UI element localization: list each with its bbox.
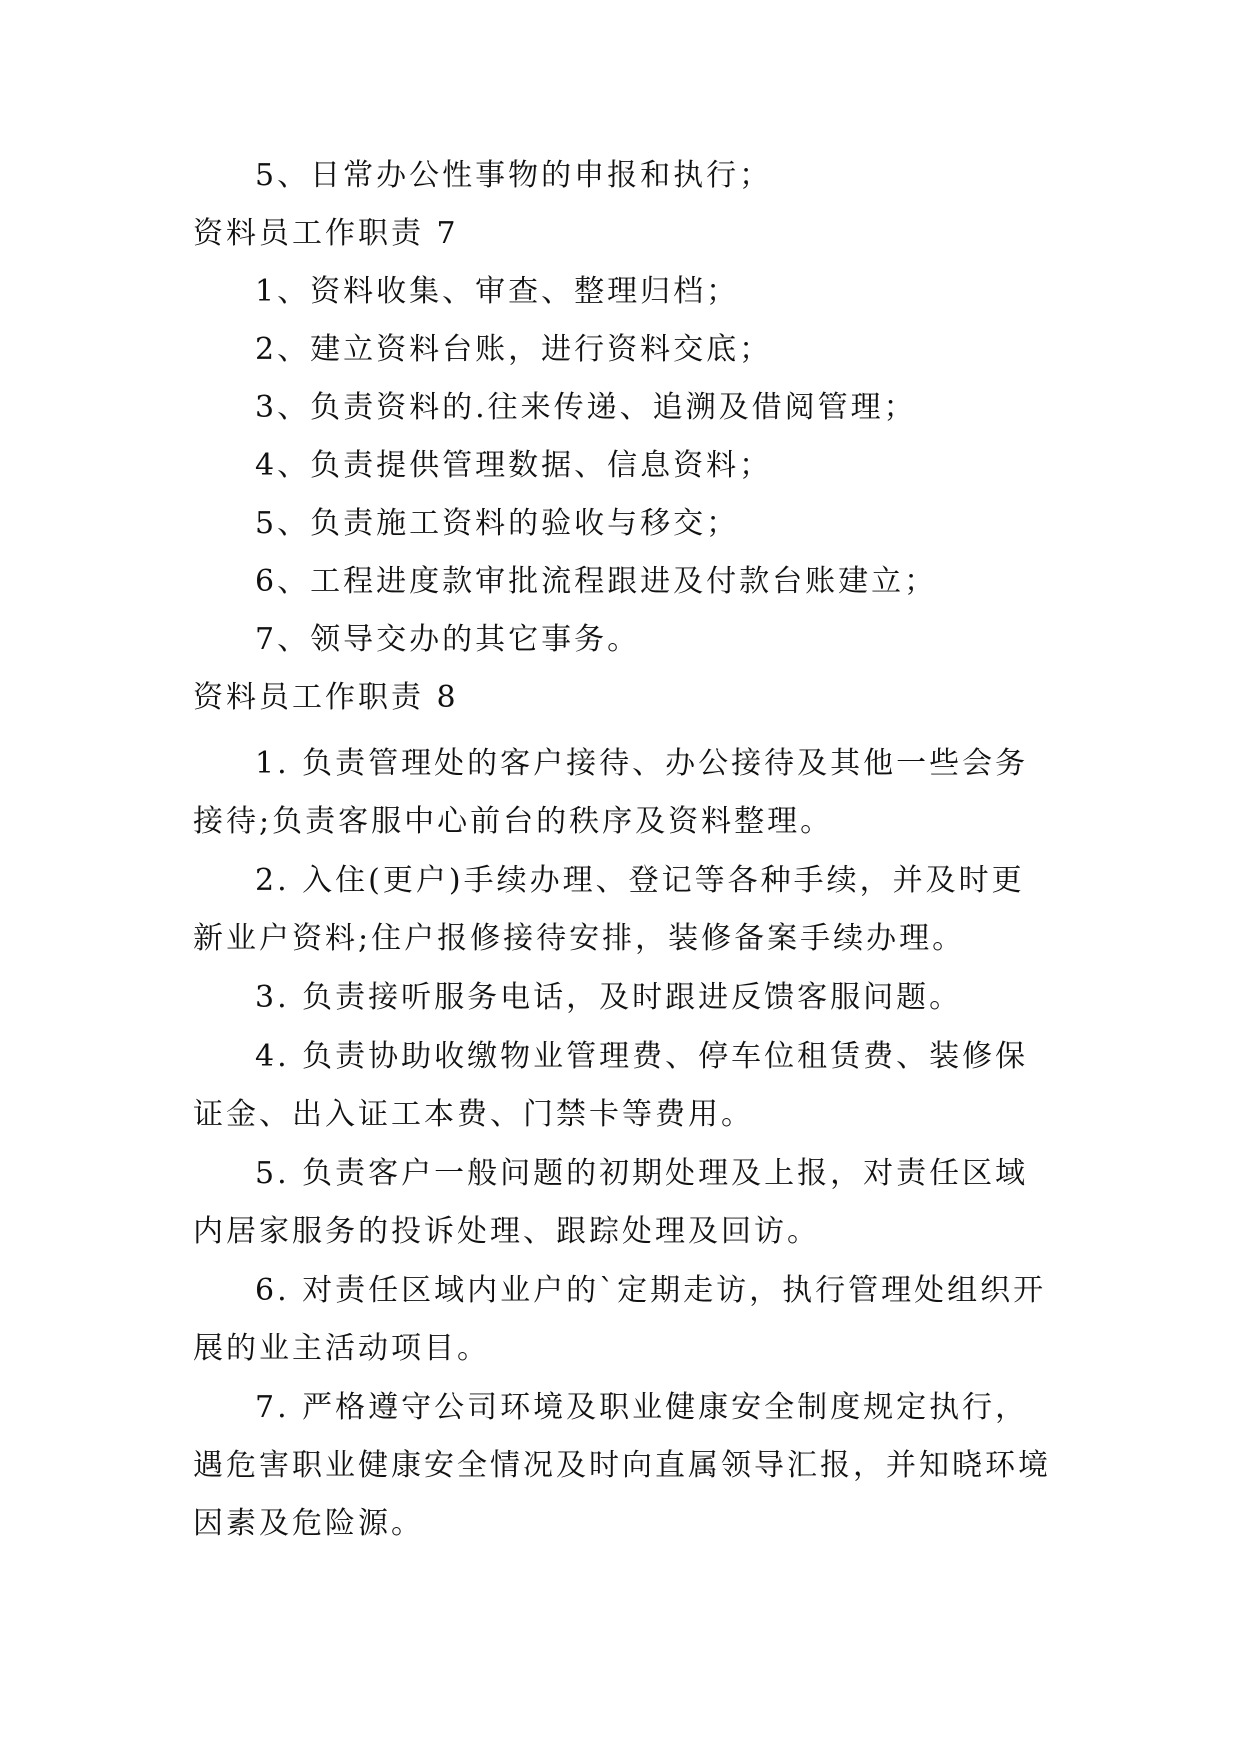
paragraph: 2. 入住(更户)手续办理、登记等各种手续，并及时更新业户资料;住户报修接待安排，装修备案手续办理。 [193,863,1025,956]
list-item: 3、负责资料的.往来传递、追溯及借阅管理； [255,390,917,425]
list-item: 5、日常办公性事物的申报和执行； [255,158,773,193]
list-item: 2、建立资料台账，进行资料交底； [255,332,773,367]
list-item: 4、负责提供管理数据、信息资料； [255,448,773,483]
paragraph: 1. 负责管理处的客户接待、办公接待及其他一些会务接待;负责客服中心前台的秩序及资料整理。 [193,746,1029,839]
section-heading-8: 资料员工作职责 8 [193,680,459,715]
list-item: 5、负责施工资料的验收与移交； [255,506,740,541]
paragraph: 7. 严格遵守公司环境及职业健康安全制度规定执行，遇危害职业健康安全情况及时向直属领导汇报，并知晓环境因素及危险源。 [193,1390,1051,1541]
paragraph: 3. 负责接听服务电话，及时跟进反馈客服问题。 [255,980,963,1015]
paragraph: 6. 对责任区域内业户的`定期走访，执行管理处组织开展的业主活动项目。 [193,1273,1047,1366]
list-item: 1、资料收集、审查、整理归档； [255,274,740,309]
list-item: 6、工程进度款审批流程跟进及付款台账建立； [255,564,938,599]
document-body [193,155,1053,1554]
paragraph: 5. 负责客户一般问题的初期处理及上报，对责任区域内居家服务的投诉处理、跟踪处理及回访。 [193,1156,1029,1249]
section-heading-7: 资料员工作职责 7 [193,216,459,251]
list-item: 7、领导交办的其它事务。 [255,622,641,657]
paragraph: 4. 负责协助收缴物业管理费、停车位租赁费、装修保证金、出入证工本费、门禁卡等费用。 [193,1039,1029,1132]
